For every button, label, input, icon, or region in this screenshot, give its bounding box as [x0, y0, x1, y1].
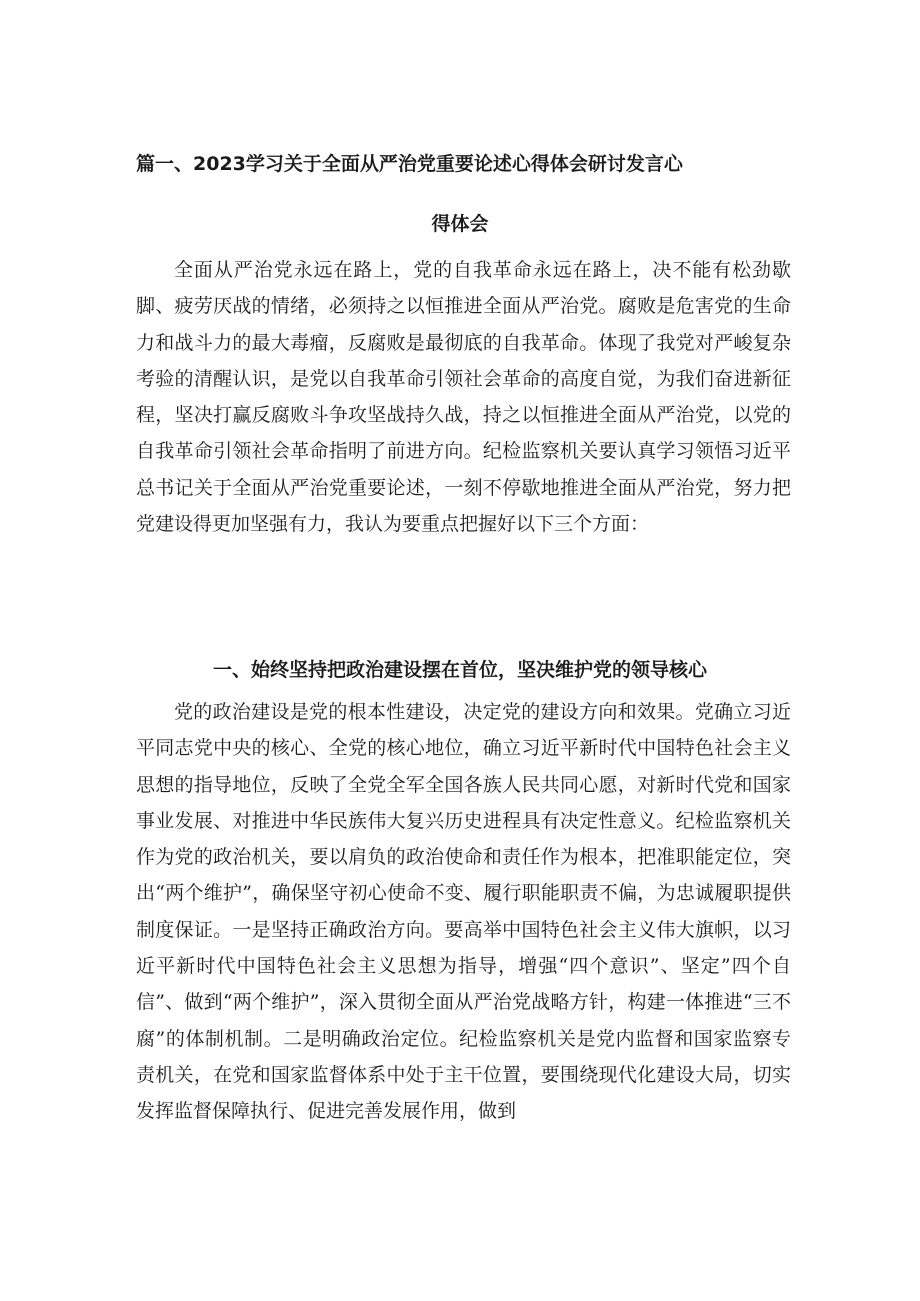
intro-paragraph: 全面从严治党永远在路上，党的自我革命永远在路上，决不能有松劲歇脚、疲劳厌战的情绪，必须持之以恒推进全面从严治党。腐败是危害党的生命力和战斗力的最大毒瘤，反腐败是最彻底的自我革命。体现了我党对严峻复杂考验的清醒认识，是党以自我革命引领社会革命的高度自觉，为我们奋进新征程，坚决打赢反腐败斗争攻坚战持久战，持之以恒推进全面从严治党，以党的自我革命引领社会革命指明了前进方向。纪检监察机关要认真学习领悟习近平总书记关于全面从严治党重要论述，一刻不停歇地推进全面从严治党，努力把党建设得更加坚强有力，我认为要重点把握好以下三个方面： — [136, 259, 791, 536]
document-title-line-2: 得体会 — [431, 213, 489, 235]
section-heading: 一、始终坚持把政治建设摆在首位，坚决维护党的领导核心 — [212, 659, 707, 681]
document-title-line-1: 篇一、2023学习关于全面从严治党重要论述心得体会研讨发言心 — [136, 153, 683, 175]
body-paragraph: 党的政治建设是党的根本性建设，决定党的建设方向和效果。党确立习近平同志党中央的核心、全党的核心地位，确立习近平新时代中国特色社会主义思想的指导地位，反映了全党全军全国各族人民共同心愿，对新时代党和国家事业发展、对推进中华民族伟大复兴历史进程具有决定性意义。纪检监察机关作为党的政治机关，要以肩负的政治使命和责任作为根本，把准职能定位，突出“两个维护”，确保坚守初心使命不变、履行职能职责不偏，为忠诚履职提供制度保证。一是坚持正确政治方向。要高举中国特色社会主义伟大旗帜，以习近平新时代中国特色社会主义思想为指导，增强“四个意识”、坚定”四个自信”、做到“两个维护”，深入贯彻全面从严治党战略方针，构建一体推进“三不腐”的体制机制。二是明确政治定位。纪检监察机关是党内监督和国家监察专责机关，在党和国家监督体系中处于主干位置，要围绕现代化建设大局，切实发挥监督保障执行、促进完善发展作用，做到 — [136, 701, 791, 1123]
